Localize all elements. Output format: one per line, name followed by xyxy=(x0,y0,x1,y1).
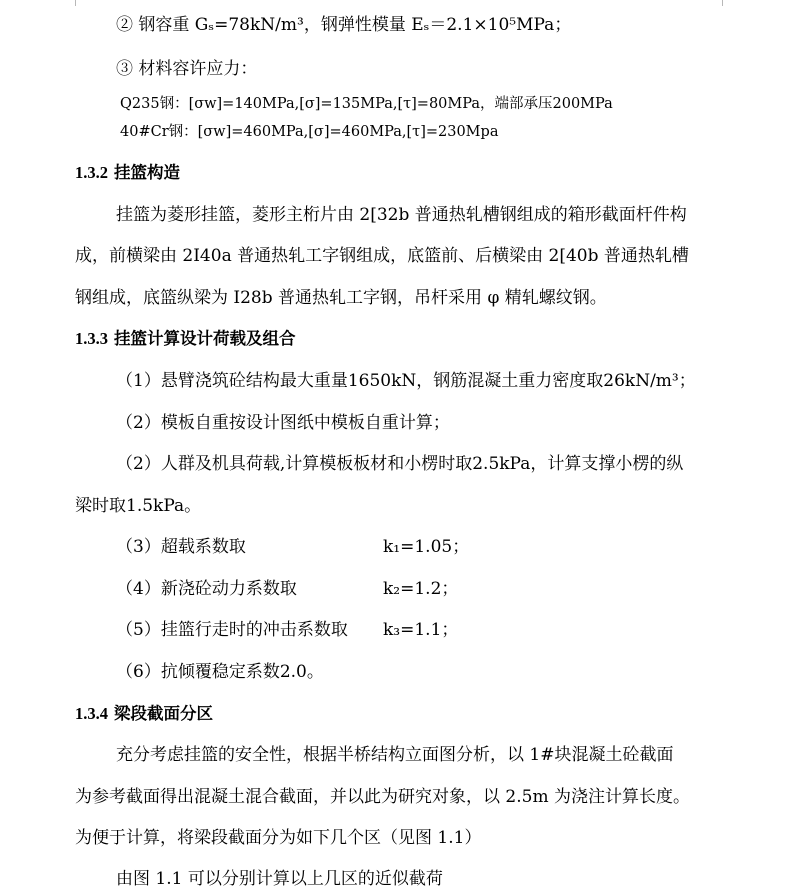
factor-value: k₃=1.1； xyxy=(383,620,459,640)
section-number: 1.3.2 xyxy=(75,163,108,182)
section-heading-1-3-2 xyxy=(75,162,180,184)
factor-label: （5）挂篮行走时的冲击系数取 xyxy=(116,620,348,640)
load-item: 梁时取1.5kPa。 xyxy=(75,496,202,516)
paragraph-line: 成，前横梁由 2I40a 普通热轧工字钢组成，底篮前、后横梁由 2[40b 普通热轧槽 xyxy=(75,246,689,266)
steel-weight-line: ② 钢容重 Gₛ=78kN/m³，钢弹性模量 Eₛ＝2.1×10⁵MPa； xyxy=(116,15,572,35)
load-item: （2）人群及机具荷载,计算模板板材和小楞时取2.5kPa，计算支撑小楞的纵 xyxy=(116,454,684,474)
section-number: 1.3.3 xyxy=(75,329,108,348)
paragraph-line: 充分考虑挂篮的安全性，根据半桥结构立面图分析，以 1#块混凝土砼截面 xyxy=(116,745,674,765)
section-heading-1-3-3 xyxy=(75,328,296,350)
paragraph-line: 为参考截面得出混凝土混合截面，并以此为研究对象，以 2.5m 为浇注计算长度。 xyxy=(75,787,690,807)
factor-value: k₁=1.05； xyxy=(383,537,470,557)
section-title: 梁段截面分区 xyxy=(114,704,213,723)
paragraph-line: 为便于计算，将梁段截面分为如下几个区（见图 1.1） xyxy=(75,828,482,848)
allowable-stress-title: ③ 材料容许应力： xyxy=(116,59,258,79)
factor-value: k₂=1.2； xyxy=(383,579,459,599)
section-number: 1.3.4 xyxy=(75,704,108,723)
load-item: （6）抗倾覆稳定系数2.0。 xyxy=(116,662,324,682)
section-title: 挂篮计算设计荷载及组合 xyxy=(114,329,296,348)
paragraph-line-cut: 由图 1.1 可以分别计算以上几区的近似截荷 xyxy=(116,869,443,889)
paragraph-line: 钢组成，底篮纵梁为 I28b 普通热轧工字钢，吊杆采用 φ 精轧螺纹钢。 xyxy=(75,288,607,308)
factor-label: （3）超载系数取 xyxy=(116,537,246,557)
section-title: 挂篮构造 xyxy=(114,163,180,182)
paragraph-line: 挂篮为菱形挂篮，菱形主桁片由 2[32b 普通热轧槽钢组成的箱形截面杆件构 xyxy=(116,205,687,225)
load-item: （1）悬臂浇筑砼结构最大重量1650kN，钢筋混凝土重力密度取26kN/m³； xyxy=(116,371,696,391)
load-item: （2）模板自重按设计图纸中模板自重计算； xyxy=(116,413,450,433)
cr40-formula: 40#Cr钢：[σw]=460MPa,[σ]=460MPa,[τ]=230Mpa xyxy=(120,124,499,140)
section-heading-1-3-4 xyxy=(75,703,213,725)
q235-formula: Q235钢：[σw]=140MPa,[σ]=135MPa,[τ]=80MPa，端部承压200MPa xyxy=(120,96,613,112)
factor-label: （4）新浇砼动力系数取 xyxy=(116,579,297,599)
